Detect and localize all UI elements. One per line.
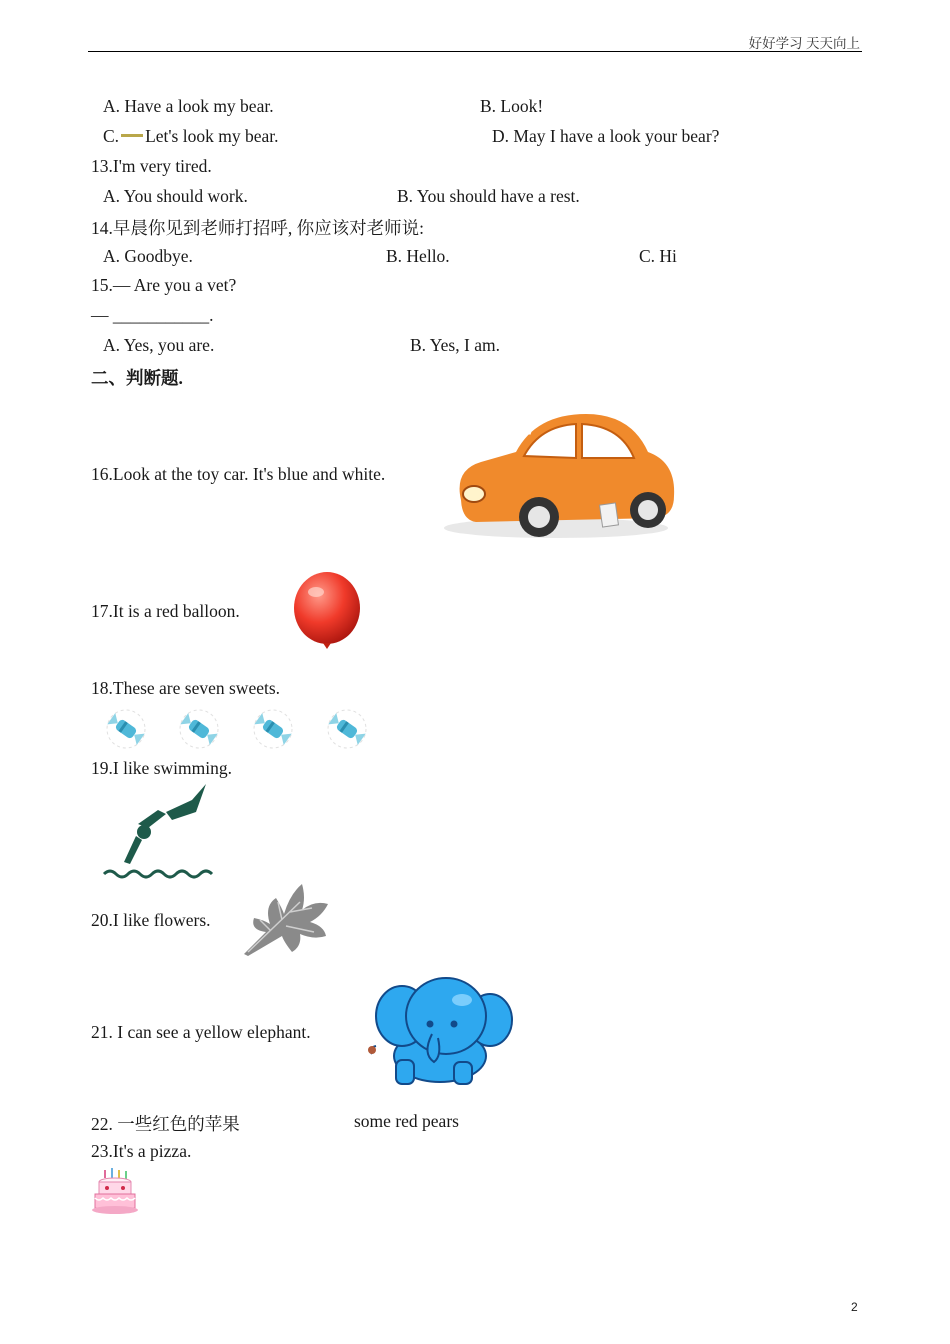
q15-option-b: B. Yes, I am. bbox=[410, 335, 500, 355]
q12-option-b: B. Look! bbox=[480, 96, 544, 116]
blue-elephant-icon bbox=[362, 972, 516, 1092]
q12-option-a: A. Have a look my bear. bbox=[103, 96, 274, 116]
q13-option-a: A. You should work. bbox=[103, 186, 248, 206]
q15-option-a: A. Yes, you are. bbox=[103, 335, 215, 355]
q12-option-c bbox=[103, 126, 278, 147]
candy-icon bbox=[107, 710, 145, 748]
q22-chinese-text: 22. 一些红色的苹果 bbox=[91, 1114, 240, 1134]
header-rule bbox=[88, 51, 862, 52]
q12-option-c-prefix: C. bbox=[103, 126, 120, 146]
q14-option-b: B. Hello. bbox=[386, 246, 450, 266]
birthday-cake-icon bbox=[90, 1168, 140, 1216]
candy-icon bbox=[254, 710, 292, 748]
q19-text: 19.I like swimming. bbox=[91, 758, 232, 778]
candy-icon bbox=[180, 710, 218, 748]
grey-leaf-icon bbox=[240, 880, 332, 956]
q17-text: 17.It is a red balloon. bbox=[91, 601, 240, 621]
page-number: 2 bbox=[851, 1300, 858, 1314]
q15-answer-line: — ___________. bbox=[91, 305, 214, 325]
q16-text: 16.Look at the toy car. It's blue and white. bbox=[91, 464, 386, 484]
q15-stem: 15.— Are you a vet? bbox=[91, 275, 237, 295]
q12-option-d: D. May I have a look your bear? bbox=[492, 126, 720, 146]
diving-swimmer-icon bbox=[100, 782, 220, 884]
q12-option-c-text: Let's look my bear. bbox=[145, 126, 279, 146]
q20-text: 20.I like flowers. bbox=[91, 910, 211, 930]
q13-option-b: B. You should have a rest. bbox=[397, 186, 580, 206]
q23-text: 23.It's a pizza. bbox=[91, 1141, 192, 1161]
sweets-row bbox=[104, 708, 374, 750]
red-balloon-icon bbox=[290, 570, 364, 654]
section-title: 二、判断题. bbox=[91, 368, 183, 388]
candy-icon bbox=[328, 710, 366, 748]
orange-toy-car-icon bbox=[436, 400, 686, 550]
q18-text: 18.These are seven sweets. bbox=[91, 678, 281, 698]
q22-english-text: some red pears bbox=[354, 1111, 459, 1131]
q14-stem: 14.早晨你见到老师打招呼, 你应该对老师说: bbox=[91, 218, 424, 238]
q21-text: 21. I can see a yellow elephant. bbox=[91, 1022, 311, 1042]
q14-option-a: A. Goodbye. bbox=[103, 246, 193, 266]
highlight-dash-icon bbox=[121, 134, 143, 137]
header-text: 好好学习 天天向上 bbox=[748, 36, 860, 51]
q14-option-c: C. Hi bbox=[639, 246, 677, 266]
q13-stem: 13.I'm very tired. bbox=[91, 156, 212, 176]
